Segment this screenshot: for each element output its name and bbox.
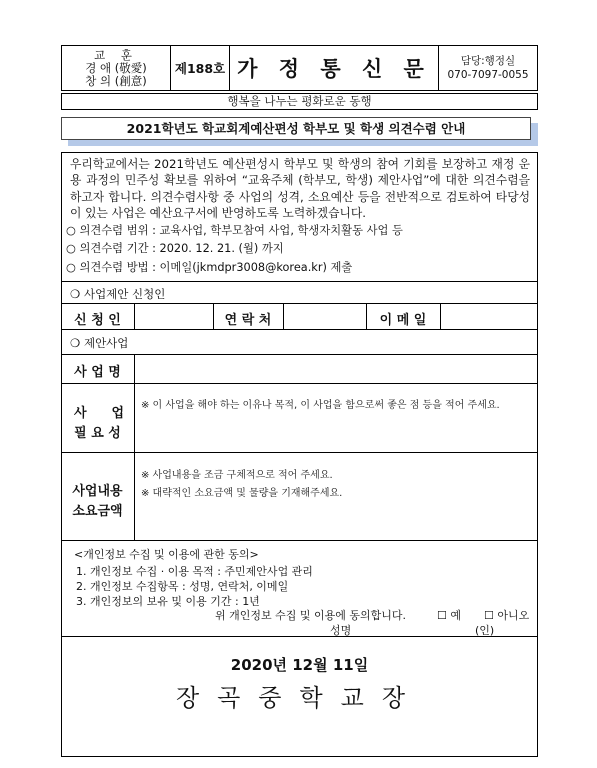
content-row-top	[61, 452, 538, 453]
contact-info	[438, 46, 537, 90]
bullet-method: ○ 의견수렴 방법 : 이메일(jkmdpr3008@korea.kr) 제출	[66, 261, 353, 274]
content-field[interactable]	[136, 454, 536, 538]
issue-date: 2020년 12월 11일	[230, 656, 369, 674]
project-name-label: 사 업 명	[74, 365, 121, 380]
school-principal: 장곡중학교장	[175, 684, 424, 712]
need-label-line-2: 필 요 성	[74, 426, 121, 441]
signature-name-label: 성명	[330, 624, 352, 637]
applicant-email-label: 이 메 일	[379, 313, 427, 328]
newsletter-title: 가 정 통 신 문	[237, 57, 431, 81]
applicant-name-field[interactable]	[136, 305, 211, 327]
notice-title-banner: 2021학년도 학교회계예산편성 학부모 및 학생 의견수렴 안내	[61, 117, 531, 140]
applicant-email-field[interactable]	[442, 305, 536, 327]
applicant-section-title: ❍ 사업제안 신청인	[70, 287, 166, 301]
content-label-line-2: 소요금액	[72, 504, 123, 519]
footer-top-border	[61, 636, 538, 637]
applicant-divider-3	[283, 303, 284, 329]
need-guide-note: ※ 이 사업을 해야 하는 이유나 목적, 이 사업을 함으로써 좋은 점 등을 적어 주세요.	[141, 400, 500, 411]
privacy-title: <개인정보 수집 및 이용에 관한 동의>	[74, 548, 259, 561]
issue-number: 제188호	[171, 46, 230, 90]
need-field[interactable]	[136, 385, 536, 450]
signature-name-field[interactable]	[360, 620, 470, 634]
motto-line-1: 경 애 (敬愛)	[85, 60, 147, 75]
privacy-item-1: 1. 개인정보 수집 · 이용 목적 : 주민제안사업 관리	[76, 565, 313, 578]
applicant-phone-field[interactable]	[285, 305, 364, 327]
form-top-border	[61, 281, 538, 282]
applicant-phone-label: 연 락 처	[224, 313, 272, 328]
consent-no-checkbox[interactable]: ☐ 아니오	[484, 609, 530, 622]
contact-person: 담당:행정실	[460, 55, 516, 67]
school-motto	[62, 46, 171, 90]
proposal-section-title: ❍ 제안사업	[70, 336, 129, 350]
privacy-item-2: 2. 개인정보 수집항목 : 성명, 연락처, 이메일	[76, 580, 289, 593]
privacy-item-3: 3. 개인정보의 보유 및 이용 기간 : 1년	[76, 595, 260, 608]
contact-phone: 070-7097-0055	[447, 69, 529, 81]
signature-seal: (인)	[475, 624, 495, 637]
bullet-period: ○ 의견수렴 기간 : 2020. 12. 21. (월) 까지	[66, 242, 284, 255]
content-guide-note-1: ※ 사업내용을 조금 구체적으로 적어 주세요.	[141, 470, 333, 481]
proposal-divider	[134, 354, 135, 540]
project-name-field[interactable]	[136, 356, 536, 381]
newsletter-header	[61, 45, 538, 91]
applicant-divider-5	[440, 303, 441, 329]
consent-yes-checkbox[interactable]: ☐ 예	[437, 609, 461, 622]
motto-line-2: 창 의 (創意)	[85, 73, 147, 88]
school-slogan: 행복을 나누는 평화로운 동행	[61, 93, 538, 110]
applicant-divider-1	[134, 303, 135, 329]
applicant-row-top	[61, 303, 538, 304]
consent-statement: 위 개인정보 수집 및 이용에 동의합니다.	[215, 609, 406, 622]
applicant-row-bottom	[61, 329, 538, 330]
content-label-line-1: 사업내용	[72, 484, 123, 499]
intro-paragraph: 우리학교에서는 2021학년도 예산편성시 학부모 및 학생의 참여 기회를 보장하고 재정 운용 과정의 민주성 확보를 위하여 “교육주체 (학부모, 학생) 제안사업”에 대한 의견수렴을 하고자 합니다. 의견수렴사항 중 사업의 성격, 소요예산 등을 전반적으로 검토하여 타당성이 있는 사업은 예산요구서에 반영하도록 노력하겠습니다.	[70, 157, 530, 221]
content-guide-note-2: ※ 대략적인 소요금액 및 물량을 기재해주세요.	[141, 488, 343, 499]
applicant-name-label: 신 청 인	[74, 313, 121, 328]
privacy-top-border	[61, 540, 538, 541]
motto-title: 교 훈	[94, 47, 138, 62]
need-label-line-1: 사 업	[74, 406, 124, 421]
project-row-top	[61, 354, 538, 355]
need-row-top	[61, 383, 538, 384]
bullet-scope: ○ 의견수렴 범위 : 교육사업, 학부모참여 사업, 학생자치활동 사업 등	[66, 224, 403, 237]
